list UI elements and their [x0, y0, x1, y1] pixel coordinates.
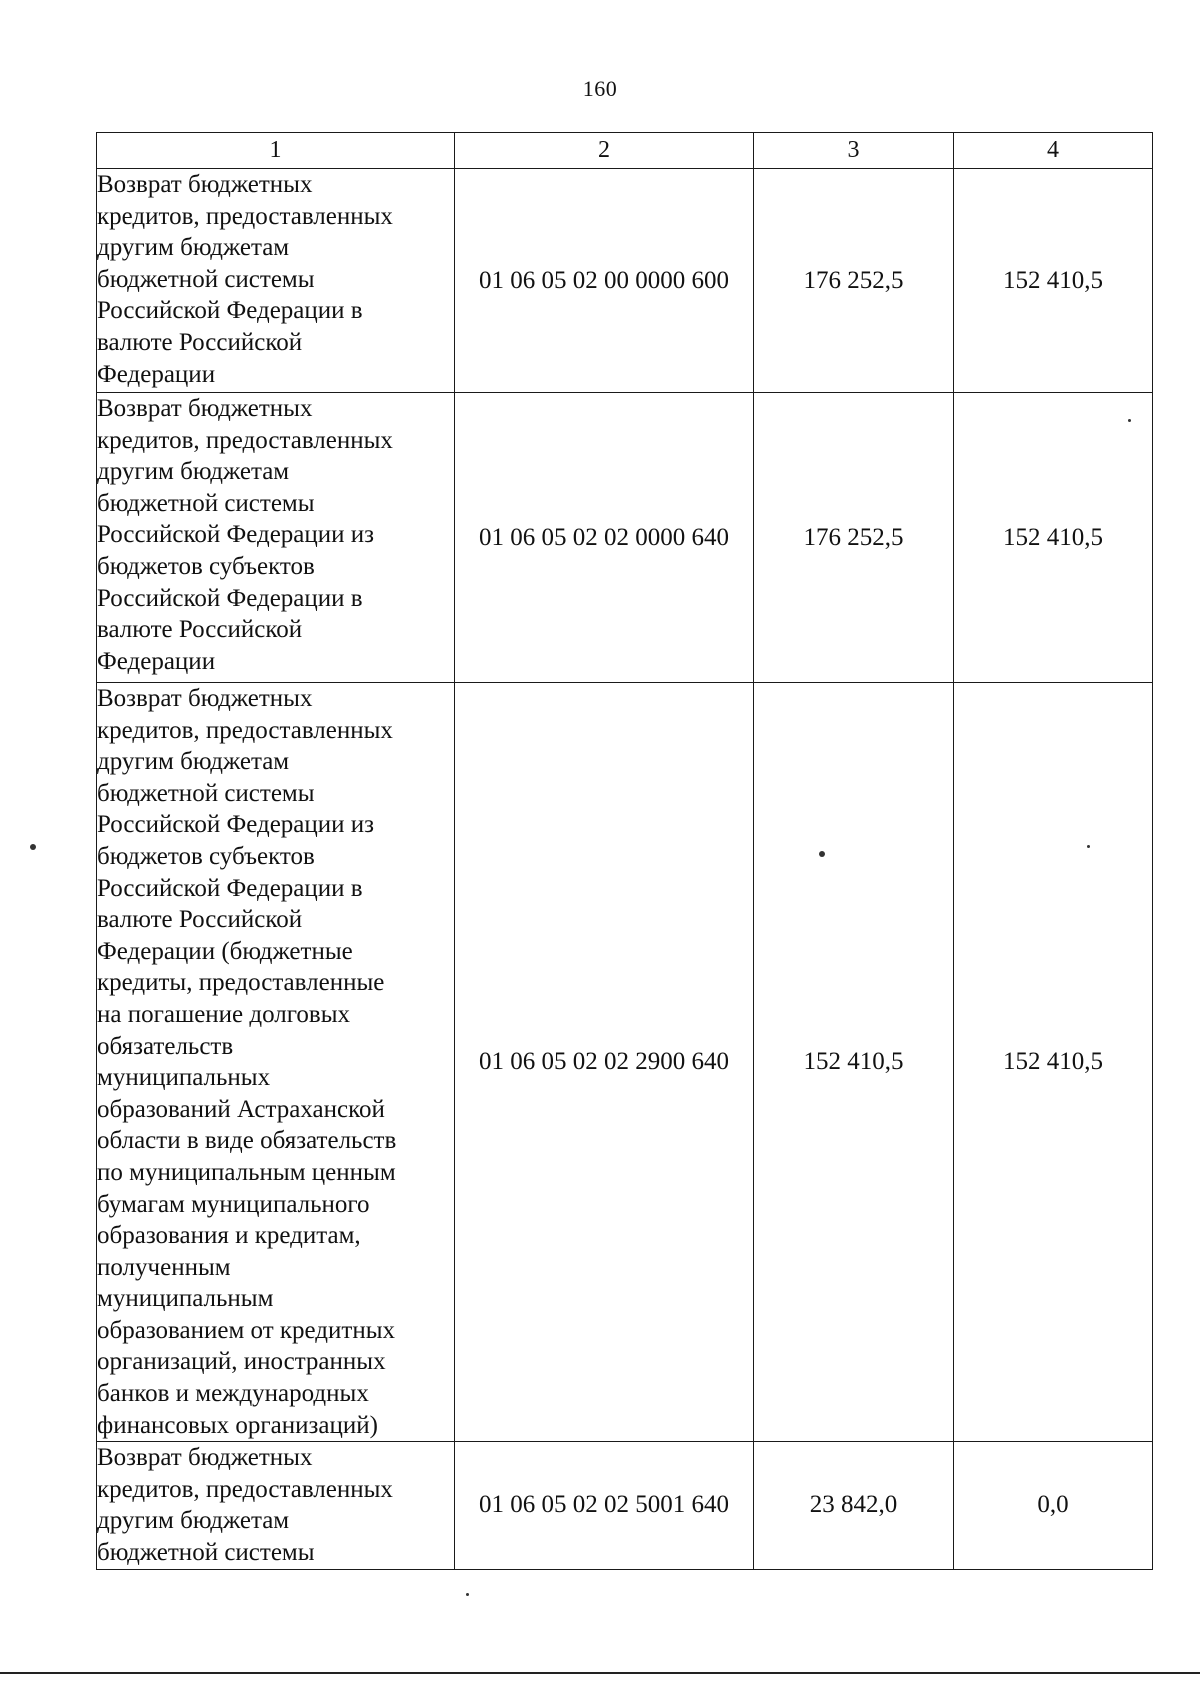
row-code-cell: 01 06 05 02 02 2900 640: [455, 683, 754, 1442]
row-value-col3: 152 410,5: [754, 683, 954, 1442]
row-value-col4: 152 410,5: [954, 393, 1153, 683]
table-header-row: [97, 133, 1153, 169]
column-header-1: 1: [97, 133, 455, 169]
row-name-cell: Возврат бюджетных кредитов, предоставленных другим бюджетам бюджетной системы Российской Федерации в валюте Российской Федерации: [97, 169, 455, 393]
row-code-cell: 01 06 05 02 02 5001 640: [455, 1442, 754, 1569]
scan-speck: [1128, 419, 1131, 422]
column-header-3: 3: [754, 133, 954, 169]
row-value-col4: 0,0: [954, 1442, 1153, 1569]
row-code-cell: 01 06 05 02 02 0000 640: [455, 393, 754, 683]
row-value-col4: 152 410,5: [954, 683, 1153, 1442]
scan-speck: [819, 851, 825, 857]
row-value-col3: 176 252,5: [754, 169, 954, 393]
row-name-cell: Возврат бюджетных кредитов, предоставленных другим бюджетам бюджетной системы Российской Федерации из бюджетов субъектов Российской Федерации в валюте Российской Федерации: [97, 393, 455, 683]
row-value-col4: 152 410,5: [954, 169, 1153, 393]
page-number: 160: [582, 76, 618, 101]
scan-speck: [466, 1593, 469, 1596]
row-value-col3: 23 842,0: [754, 1442, 954, 1569]
table-row: [97, 169, 1153, 393]
budget-table: [96, 132, 1153, 1570]
scan-speck: [1087, 845, 1090, 848]
table-row: [97, 683, 1153, 1442]
footer-rule: [0, 1672, 1200, 1674]
row-value-col3: 176 252,5: [754, 393, 954, 683]
column-header-4: 4: [954, 133, 1153, 169]
row-code-cell: 01 06 05 02 00 0000 600: [455, 169, 754, 393]
row-name-cell: Возврат бюджетных кредитов, предоставленных другим бюджетам бюджетной системы Российской Федерации из бюджетов субъектов Российской Федерации в валюте Российской Федерации (бюджетные кредиты, предоставленные на погашение долговых обязательств муниципальных образований Астраханской области в виде обязательств по муниципальным ценным бумагам муниципального образования и кредитам, полученным муниципальным образованием от кредитных организаций, иностранных банков и международных финансовых организаций): [97, 683, 455, 1442]
row-name-cell: Возврат бюджетных кредитов, предоставленных другим бюджетам бюджетной системы: [97, 1442, 455, 1569]
scan-speck: [30, 844, 36, 850]
column-header-2: 2: [455, 133, 754, 169]
table-row: [97, 1442, 1153, 1569]
table-row: [97, 393, 1153, 683]
